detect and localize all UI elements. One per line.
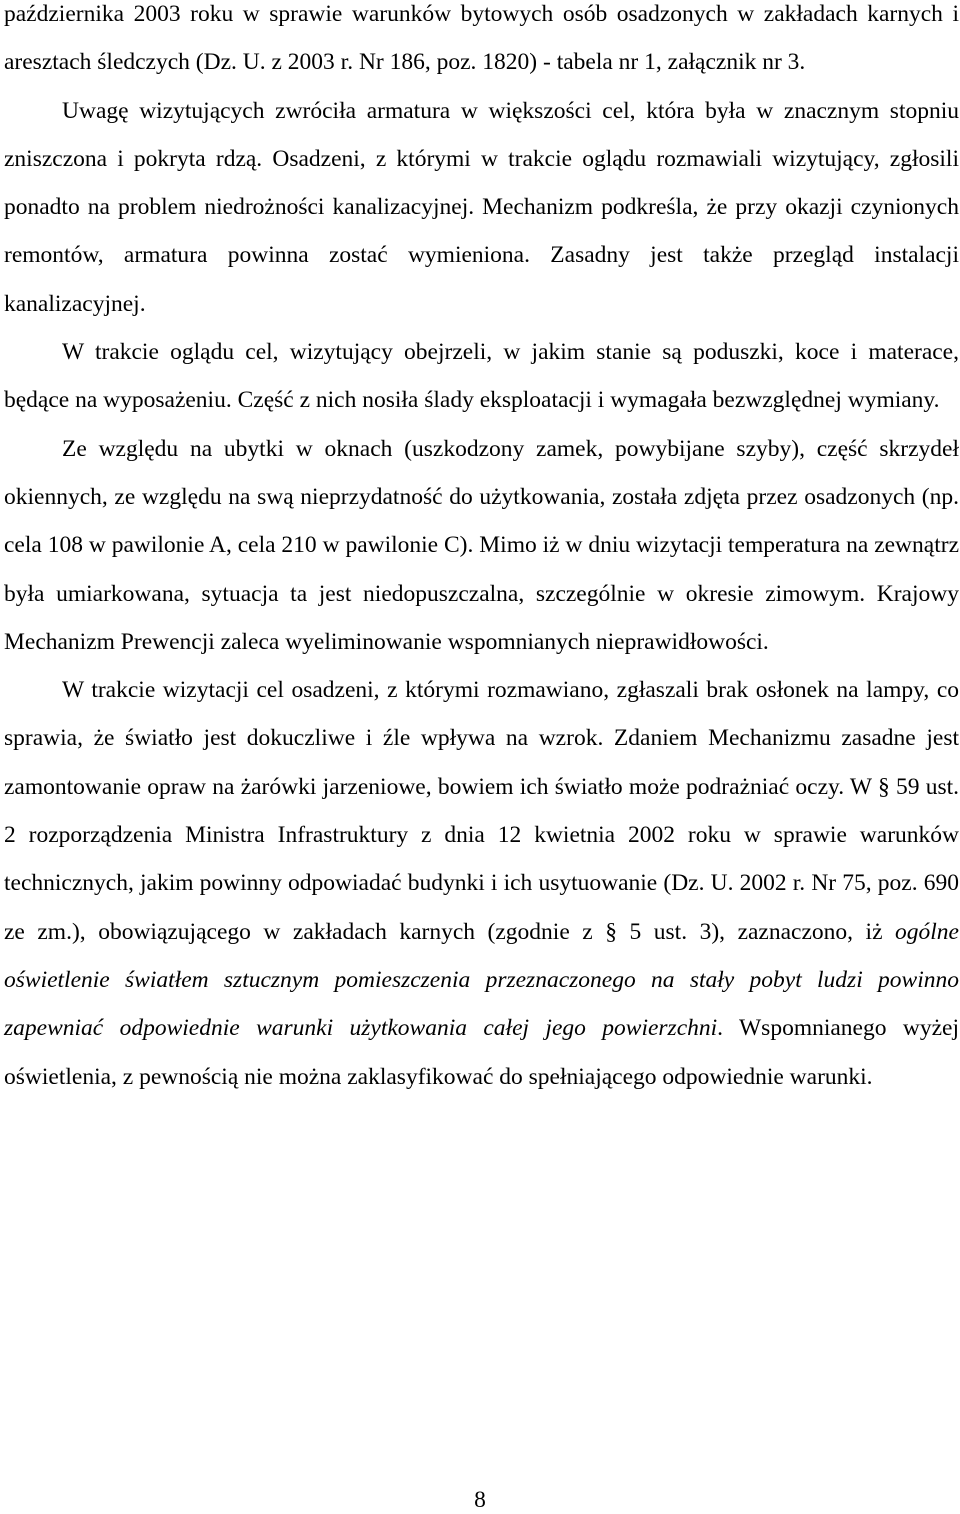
paragraph-armatura	[4, 87, 959, 328]
paragraph-oswietlenie	[4, 666, 959, 1101]
paragraph-continuation	[4, 0, 959, 87]
paragraph-text: Uwagę wizytujących zwróciła armatura w większości cel, która była w znacznym stopniu zniszczona i pokryta rdzą. Osadzeni, z którymi w trakcie oglądu rozmawiali wizytujący, zgłosili ponadto na problem niedrożności kanalizacyjnej. Mechanizm podkreśla, że przy okazji czynionych remontów, armatura powinna zostać wymieniona. Zasadny jest także przegląd instalacji kanalizacyjnej.	[4, 97, 959, 317]
paragraph-text: Ze względu na ubytki w oknach (uszkodzony zamek, powybijane szyby), część skrzydeł okiennych, ze względu na swą nieprzydatność do użytkowania, została zdjęta przez osadzonych (np. cela 108 w pawilonie A, cela 210 w pawilonie C). Mimo iż w dniu wizytacji temperatura na zewnątrz była umiarkowana, sytuacja ta jest niedopuszczalna, szczególnie w okresie zimowym. Krajowy Mechanizm Prewencji zaleca wyeliminowanie wspomnianych nieprawidłowości.	[4, 435, 959, 655]
document-body	[4, 0, 959, 1101]
paragraph-poduszki	[4, 328, 959, 425]
quoted-regulation-text: ogólne oświetlenie światłem sztucznym pomieszczenia przeznaczonego na stały pobyt ludzi powinno zapewniać odpowiednie warunki użytkowania całej jego powierzchni	[4, 918, 959, 1042]
paragraph-text: . Wspomnianego wyżej oświetlenia, z pewnością nie można zaklasyfikować do spełniającego odpowiednie warunki.	[4, 1015, 959, 1090]
paragraph-text: W trakcie wizytacji cel osadzeni, z którymi rozmawiano, zgłaszali brak osłonek na lampy, co sprawia, że światło jest dokuczliwe i źle wpływa na wzrok. Zdaniem Mechanizmu zasadne jest zamontowanie opraw na żarówki jarzeniowe, bowiem ich światło może podrażniać oczy. W § 59 ust. 2 rozporządzenia Ministra Infrastruktury z dnia 12 kwietnia 2002 roku w sprawie warunków technicznych, jakim powinny odpowiadać budynki i ich usytuowanie (Dz. U. 2002 r. Nr 75, poz. 690 ze zm.), obowiązującego w zakładach karnych (zgodnie z § 5 ust. 3), zaznaczono, iż	[4, 677, 959, 945]
page-number: 8	[474, 1487, 486, 1513]
paragraph-okna	[4, 425, 959, 666]
paragraph-text: W trakcie oglądu cel, wizytujący obejrzeli, w jakim stanie są poduszki, koce i materace, będące na wyposażeniu. Część z nich nosiła ślady eksploatacji i wymagała bezwzględnej wymiany.	[4, 339, 959, 414]
paragraph-text: października 2003 roku w sprawie warunków bytowych osób osadzonych w zakładach karnych i aresztach śledczych (Dz. U. z 2003 r. Nr 186, poz. 1820) - tabela nr 1, załącznik nr 3.	[4, 1, 959, 76]
